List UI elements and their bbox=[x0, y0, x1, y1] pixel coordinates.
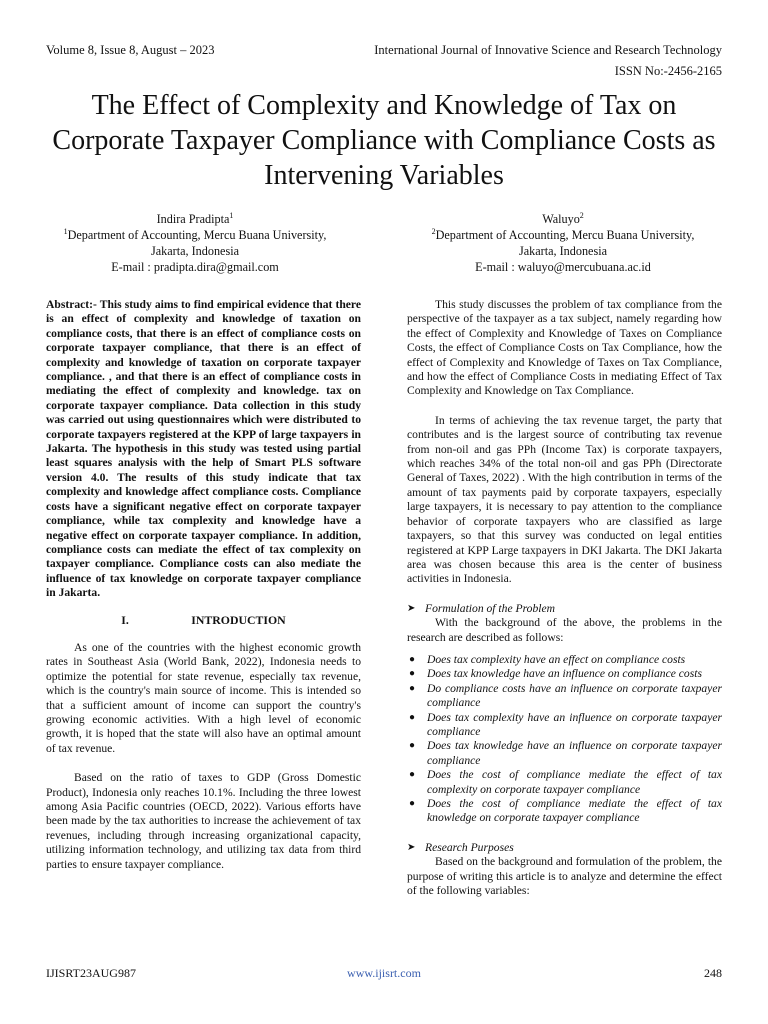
section-title: INTRODUCTION bbox=[191, 612, 286, 627]
subheading-text: Research Purposes bbox=[425, 840, 514, 854]
list-item bbox=[407, 739, 722, 768]
abstract: Abstract:- This study aims to find empirical evidence that there is an effect of complexity and knowledge of taxation on compliance costs, that there is an effect of compliance costs on corporate taxpayer compliance, that there is an effect of complexity and knowledge of taxation on corporate taxpayer compliance. , and that there is an effect of compliance costs in mediating the effect of complexity and knowledge. tax on corporate taxpayer compliance. Data collection in this study was carried out using questionnaires which were distributed to corporate taxpayers registered at the KPP of large taxpayers in Jakarta. The hypothesis in this study was tested using partial least squares analysis with the help of Smart PLS software version 4.0. The results of this study indicate that tax complexity and knowledge affect compliance costs. Compliance costs have a significant negative effect on corporate taxpayer compliance, while tax complexity and knowledge have a negative effect on corporate taxpayer compliance. In addition, compliance costs can mediate the effect of tax complexity on taxpayer compliance. Compliance costs can also mediate the influence of tax knowledge on corporate taxpayer compliance in Jakarta. bbox=[46, 298, 361, 600]
author-block-2 bbox=[398, 211, 728, 275]
subheading-text: Formulation of the Problem bbox=[425, 601, 555, 615]
list-item-text: Does the cost of compliance mediate the effect of tax knowledge on corporate taxpayer compliance bbox=[427, 797, 722, 825]
list-item-text: Does tax knowledge have an influence on corporate taxpayer compliance bbox=[427, 739, 722, 767]
author-name-line bbox=[398, 211, 728, 227]
subheading-formulation bbox=[407, 602, 722, 616]
list-item bbox=[407, 682, 722, 711]
subheading-research-purposes bbox=[407, 841, 722, 855]
issn: ISSN No:-2456-2165 bbox=[614, 64, 722, 78]
journal-website-link[interactable]: www.ijisrt.com bbox=[347, 966, 421, 980]
bullet-icon: ● bbox=[409, 769, 416, 781]
list-item-text: Does tax complexity have an influence on corporate taxpayer compliance bbox=[427, 710, 722, 738]
purposes-intro: Based on the background and formulation of the problem, the purpose of writing this article is to analyze and determine the effect of the following variables: bbox=[407, 855, 722, 898]
section-number: I. bbox=[121, 612, 129, 627]
bullet-icon: ● bbox=[409, 653, 416, 665]
author-affiliation-line bbox=[30, 227, 360, 243]
problem-list bbox=[407, 653, 722, 826]
author-department: Department of Accounting, Mercu Buana University, bbox=[435, 228, 695, 242]
volume-info: Volume 8, Issue 8, August – 2023 bbox=[46, 43, 215, 57]
list-item-text: Does tax complexity have an effect on compliance costs bbox=[427, 652, 686, 666]
list-item bbox=[407, 711, 722, 740]
author-email: E-mail : waluyo@mercubuana.ac.id bbox=[475, 260, 651, 274]
author-email: E-mail : pradipta.dira@gmail.com bbox=[111, 260, 279, 274]
body-paragraph-2: In terms of achieving the tax revenue target, the party that contributes and is the largest source of contributing tax revenue from non-oil and gas PPh (Income Tax) is corporate taxpayers, which reaches 34% of the total non-oil and gas PPh (Directorate General of Taxes, 2022) . With the high contribution in terms of the amount of tax payments paid by corporate taxpayers, especially large taxpayers, it is necessary to pay attention to the compliance behavior of corporate taxpayers who are classified as large taxpayers, so that this survey was conducted on legal entities registered at KPP Large taxpayers in DKI Jakarta. The DKI Jakarta area was chosen because this area is the center of business activities in Indonesia. bbox=[407, 413, 722, 586]
author-name: Indira Pradipta bbox=[156, 212, 230, 226]
left-column bbox=[46, 298, 361, 872]
intro-paragraph-1: As one of the countries with the highest economic growth rates in Southeast Asia (World Bank, 2022), Indonesia needs to optimize the potential for state revenue, especially tax revenue, which is the country's main source of income. This is intended so that a sufficient amount of income can support the country's growing economic activities. With a high level of economic growth, it is hoped that the state will also have an optimal amount of tax revenue. bbox=[46, 640, 361, 755]
list-item-text: Does tax knowledge have an influence on compliance costs bbox=[427, 667, 702, 681]
list-item bbox=[407, 653, 722, 667]
affiliation-superscript: 2 bbox=[431, 226, 436, 236]
author-city: Jakarta, Indonesia bbox=[519, 244, 607, 258]
bullet-icon: ● bbox=[409, 711, 416, 723]
page-number: 248 bbox=[704, 966, 722, 980]
section-heading-introduction bbox=[46, 613, 361, 627]
list-item bbox=[407, 768, 722, 797]
author-department: Department of Accounting, Mercu Buana University, bbox=[67, 228, 327, 242]
body-paragraph-1: This study discusses the problem of tax compliance from the perspective of the taxpayer as a tax subject, namely regarding how the effect of Complexity and Knowledge of Taxes on Compliance Costs, the effect of Compliance Costs on Tax Compliance, how the effect of Complexity and Knowledge of Taxes on Tax Compliance, and how the effect of Compliance Costs in mediating Effect of Tax Complexity and Knowledge on Tax Compliance. bbox=[407, 298, 722, 398]
bullet-icon: ● bbox=[409, 668, 416, 680]
list-item-text: Do compliance costs have an influence on corporate taxpayer compliance bbox=[427, 681, 722, 710]
arrow-bullet-icon: ➤ bbox=[407, 602, 416, 614]
author-superscript: 2 bbox=[579, 210, 584, 220]
bullet-icon: ● bbox=[409, 798, 416, 809]
author-block-1 bbox=[30, 211, 360, 275]
author-city: Jakarta, Indonesia bbox=[151, 244, 239, 258]
formulation-intro: With the background of the above, the problems in the research are described as follows: bbox=[407, 616, 722, 644]
list-item bbox=[407, 797, 722, 826]
author-affiliation-line bbox=[398, 227, 728, 243]
affiliation-superscript: 1 bbox=[63, 226, 68, 236]
list-item bbox=[407, 667, 722, 681]
intro-paragraph-2: Based on the ratio of taxes to GDP (Gross Domestic Product), Indonesia only reaches 10.1%. Including the three lowest among Asia Pacific countries (OECD, 2022). Various efforts have been made by the tax authorities to increase the achievement of tax revenues, including through increasing organizational capacity, utilizing information technology, and utilizing tax data from third parties to ensure taxpayer compliance. bbox=[46, 771, 361, 871]
bullet-icon: ● bbox=[409, 740, 416, 752]
journal-name: International Journal of Innovative Science and Research Technology bbox=[374, 43, 722, 57]
arrow-bullet-icon: ➤ bbox=[407, 841, 416, 853]
bullet-icon: ● bbox=[409, 682, 416, 694]
author-name: Waluyo bbox=[542, 212, 580, 226]
list-item-text: Does the cost of compliance mediate the effect of tax complexity on corporate taxpayer compliance bbox=[427, 768, 722, 796]
author-name-line bbox=[30, 211, 360, 227]
author-superscript: 1 bbox=[229, 210, 234, 220]
paper-title: The Effect of Complexity and Knowledge of Tax on Corporate Taxpayer Compliance with Compliance Costs as Intervening Variables bbox=[52, 90, 716, 191]
article-id: IJISRT23AUG987 bbox=[46, 966, 136, 980]
right-column bbox=[407, 298, 722, 898]
